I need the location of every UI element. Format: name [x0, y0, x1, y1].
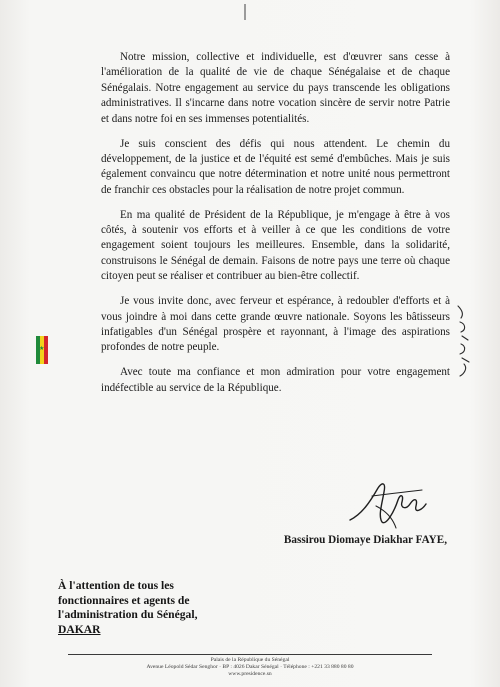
addressee-line: À l'attention de tous les	[58, 579, 174, 592]
staple-mark	[244, 4, 246, 20]
handwritten-signature	[348, 476, 428, 532]
letterhead-footer	[68, 657, 432, 679]
handwritten-margin-note	[452, 300, 478, 380]
addressee-block	[58, 579, 258, 637]
footer-divider	[68, 654, 432, 655]
addressee-line: fonctionnaires et agents de	[58, 593, 190, 607]
paragraph-mission: Notre mission, collective et individuelle, est d'œuvrer sans cesse à l'amélioration de la qualité de vie de chaque Sénégalaise et de chaque Sénégalais. Notre engagement au service du pays transcende les obligations administratives. Il s'incarne dans notre vocation sincère de servir notre Patrie et dans notre foi en ses immenses potentialités.	[101, 51, 450, 125]
footer-address: Avenue Léopold Sédar Senghor · BP : 4026 Dakar Sénégal · Téléphone : +221 33 880 80 80	[146, 664, 354, 671]
signatory-name: Bassirou Diomaye Diakhar FAYE,	[283, 534, 447, 546]
paragraph-closing: Avec toute ma confiance et mon admiration pour votre engagement indéfectible au service de la République.	[101, 366, 450, 394]
letter-body	[101, 50, 450, 406]
paragraph-invitation: Je vous invite donc, avec ferveur et espérance, à redoubler d'efforts et à vous joindre à moi dans cette grande œuvre nationale. Soyons les bâtisseurs infatigables d'un Sénégal prospère et rayonnant, à l'image des aspirations profondes de notre peuple.	[101, 295, 450, 354]
addressee-line: l'administration du Sénégal,	[58, 608, 198, 622]
footer-institution: Palais de la République du Sénégal	[210, 657, 290, 663]
senegal-flag-icon	[36, 336, 48, 364]
footer-website: www.presidence.sn	[228, 671, 272, 678]
paragraph-challenges: Je suis conscient des défis qui nous attendent. Le chemin du développement, de la justice et de l'équité est semé d'embûches. Mais je suis également convaincu que notre détermination et notre unité nous permettront de franchir ces obstacles pour la réalisation de notre projet commun.	[101, 137, 450, 196]
paragraph-commitment: En ma qualité de Président de la République, je m'engage à être à vos côtés, à soutenir vos efforts et à veiller à ce que les conditions de votre engagement soient toujours les meilleures. Ensemble, dans la solidarité, construisons le Sénégal de demain. Faisons de notre pays une terre où chaque citoyen peut se réaliser et contribuer au bien-être collectif.	[101, 208, 450, 283]
addressee-city: DAKAR	[58, 622, 101, 636]
